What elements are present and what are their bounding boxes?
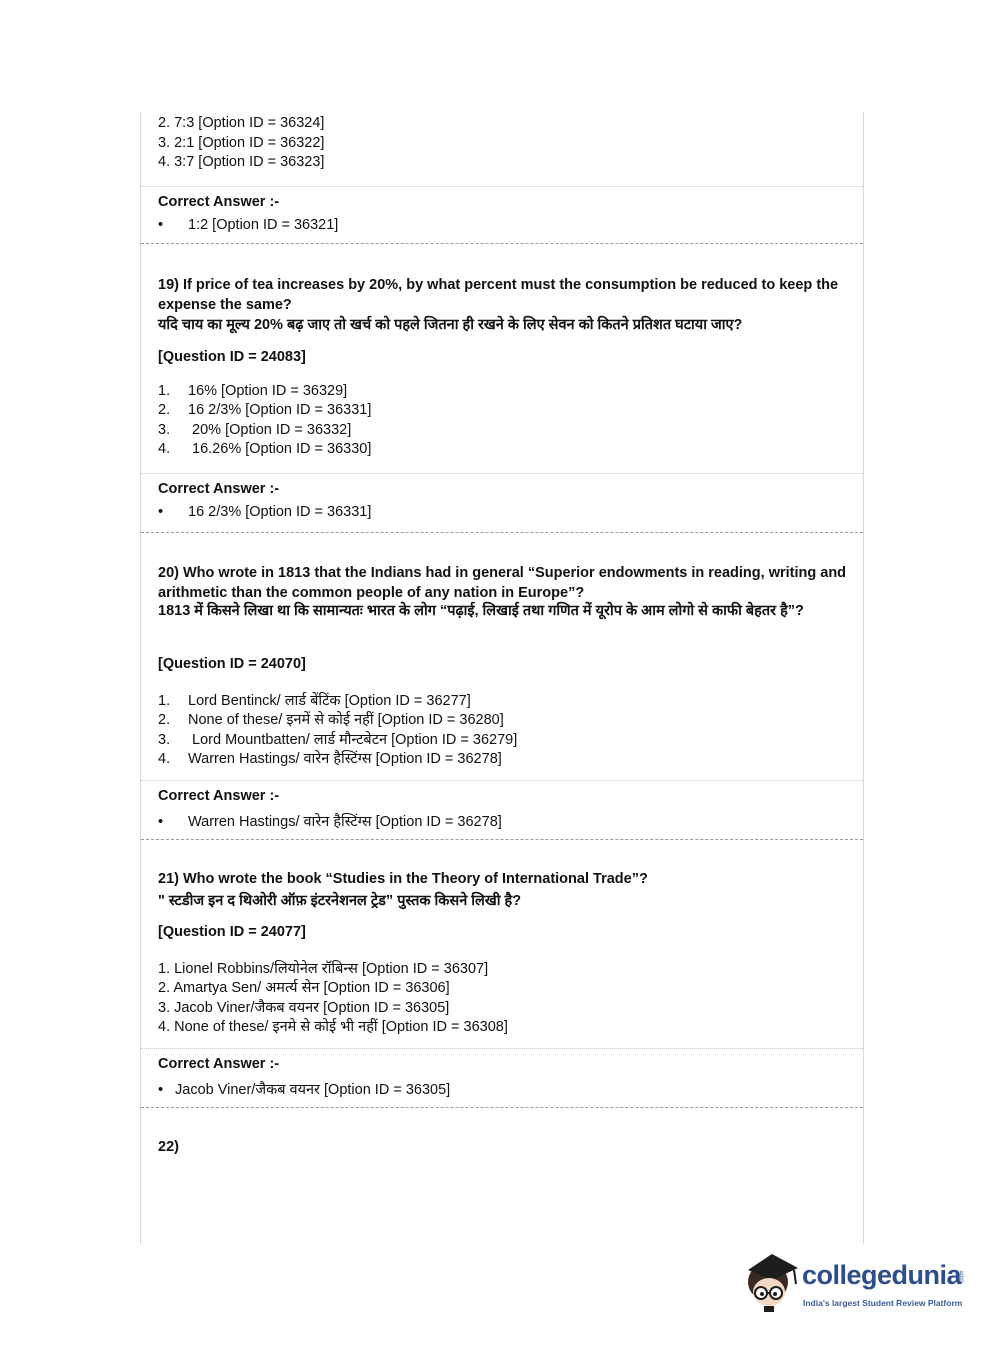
- question-id: [Question ID = 24083]: [158, 349, 306, 365]
- correct-answer-label: Correct Answer :-: [158, 1056, 280, 1072]
- option-number: 4.: [158, 751, 171, 767]
- option-2: [158, 402, 371, 418]
- question-text-hi: 1813 में किसने लिखा था कि सामान्यतः भारत के लोग “पढ़ाई, लिखाई तथा गणित में यूरोप के आम लोगो से काफी बेहतर है”?: [158, 603, 804, 619]
- option-line: 4. 3:7 [Option ID = 36323]: [158, 154, 325, 170]
- option-1: 1. Lionel Robbins/लियोनेल रॉबिन्स [Option ID = 36307]: [158, 961, 489, 977]
- option-3: [158, 729, 517, 749]
- option-4: 4. None of these/ इनमे से कोई भी नहीं [Option ID = 36308]: [158, 1019, 508, 1035]
- option-text: 20% [Option ID = 36332]: [188, 422, 352, 438]
- correct-answer: [158, 504, 371, 520]
- question-text-en: 20) Who wrote in 1813 that the Indians had in general “Superior endowments in reading, writing and arithmetic than the common people of any nation in Europe”?: [158, 565, 847, 601]
- question-number: 22): [158, 1139, 179, 1155]
- option-number: 2.: [158, 712, 171, 728]
- option-number: 2.: [158, 402, 171, 418]
- bullet: •: [158, 504, 164, 520]
- option-2: 2. Amartya Sen/ अमर्त्य सेन [Option ID = 36306]: [158, 980, 450, 996]
- correct-answer: [158, 217, 338, 233]
- option-text: Lord Bentinck/ लार्ड बेंटिंक [Option ID = 36277]: [188, 693, 471, 709]
- option-3: [158, 422, 351, 438]
- question-text-en: 19) If price of tea increases by 20%, by what percent must the consumption be reduced to keep the expense the same?: [158, 277, 839, 313]
- option-number: 1.: [158, 383, 171, 399]
- option-text: Lord Mountbatten/ लार्ड मौन्टबेटन [Option ID = 36279]: [188, 732, 518, 748]
- logo-wordmark: collegedunia: [802, 1260, 962, 1290]
- option-number: 3.: [158, 422, 171, 438]
- question-text-hi: " स्टडीज इन द थिओरी ऑफ़ इंटरनेशनल ट्रेड” पुस्तक किसने लिखी है?: [158, 893, 522, 909]
- correct-answer-label: Correct Answer :-: [158, 194, 280, 210]
- question-separator: [141, 243, 863, 244]
- divider: [141, 1048, 863, 1049]
- correct-answer-label: Correct Answer :-: [158, 788, 280, 804]
- question-text-en: 21) Who wrote the book “Studies in the Theory of International Trade”?: [158, 871, 648, 887]
- option-number: 3.: [158, 732, 171, 748]
- option-number: 4.: [158, 441, 171, 457]
- option-4: [158, 748, 502, 768]
- question-separator: [141, 1107, 863, 1108]
- bullet: •: [158, 1082, 164, 1098]
- option-number: 1.: [158, 693, 171, 709]
- divider: [141, 780, 863, 781]
- correct-answer: [158, 811, 502, 831]
- correct-answer: [158, 1079, 450, 1099]
- page-frame: [140, 112, 864, 1244]
- option-2: [158, 709, 504, 729]
- question-id: [Question ID = 24070]: [158, 656, 306, 672]
- option-text: 16 2/3% [Option ID = 36331]: [188, 402, 372, 418]
- correct-answer-text: 1:2 [Option ID = 36321]: [188, 217, 339, 233]
- divider: [141, 473, 863, 474]
- bullet: •: [158, 814, 164, 830]
- correct-answer-text: Warren Hastings/ वारेन हैस्टिंग्स [Option ID = 36278]: [188, 814, 502, 830]
- option-text: 16% [Option ID = 36329]: [188, 383, 348, 399]
- option-text: 16.26% [Option ID = 36330]: [188, 441, 372, 457]
- question-id: [Question ID = 24077]: [158, 924, 306, 940]
- option-1: [158, 383, 347, 399]
- bullet: •: [158, 217, 164, 233]
- correct-answer-text: 16 2/3% [Option ID = 36331]: [188, 504, 372, 520]
- mascot-icon: [742, 1250, 802, 1312]
- logo-tagline: India's largest Student Review Platform: [803, 1298, 963, 1308]
- option-3: 3. Jacob Viner/जैकब वयनर [Option ID = 36305]: [158, 1000, 450, 1016]
- correct-answer-label: Correct Answer :-: [158, 481, 280, 497]
- divider: [141, 186, 863, 187]
- option-text: None of these/ इनमें से कोई नहीं [Option ID = 36280]: [188, 712, 504, 728]
- option-line: 2. 7:3 [Option ID = 36324]: [158, 115, 325, 131]
- option-line: 3. 2:1 [Option ID = 36322]: [158, 135, 325, 151]
- collegedunia-logo: [742, 1250, 972, 1320]
- option-4: [158, 441, 371, 457]
- option-1: [158, 690, 471, 710]
- correct-answer-text: Jacob Viner/जैकब वयनर [Option ID = 36305]: [175, 1082, 451, 1098]
- question-separator: [141, 532, 863, 533]
- question-separator: [141, 839, 863, 840]
- question-text-hi: यदि चाय का मूल्य 20% बढ़ जाए तो खर्च को पहले जितना ही रखने के लिए सेवन को कितने प्रतिशत घटाया जाए?: [158, 317, 743, 333]
- option-text: Warren Hastings/ वारेन हैस्टिंग्स [Option ID = 36278]: [188, 751, 502, 767]
- logo-com: .com: [959, 1270, 966, 1284]
